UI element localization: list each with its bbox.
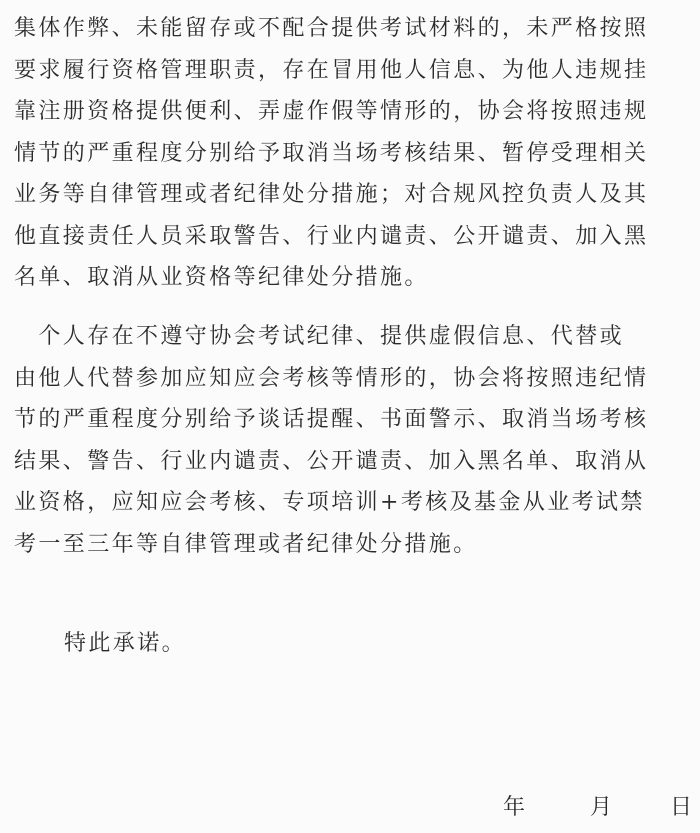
paragraph-1: [14, 8, 694, 299]
paragraph-2: [14, 316, 694, 565]
closing-statement: 特此承诺。: [64, 631, 187, 656]
paragraph-line: 业资格，应知应会考核、专项培训+考核及基金从业考试禁: [14, 490, 645, 515]
paragraph-line: 结果、警告、行业内谴责、公开谴责、加入黑名单、取消从: [14, 448, 649, 474]
paragraph-line: 由他人代替参加应知应会考核等情形的，协会将按照违纪情: [14, 365, 649, 391]
paragraph-line: 考一至三年等自律管理或者纪律处分措施。: [14, 531, 478, 557]
paragraph-line: 节的严重程度分别给予谈话提醒、书面警示、取消当场考核: [14, 407, 649, 432]
paragraph-line: 名单、取消从业资格等纪律处分措施。: [14, 265, 429, 290]
signature-date: [0, 788, 700, 828]
paragraph-line: 集体作弊、未能留存或不配合提供考试材料的，未严格按照: [14, 16, 649, 41]
date-year-label: 年: [503, 795, 526, 820]
paragraph-line: 要求履行资格管理职责，存在冒用他人信息、为他人违规挂: [14, 57, 649, 83]
paragraph-line: 业务等自律管理或者纪律处分措施；对合规风控负责人及其: [14, 182, 649, 207]
paragraph-line: 个人存在不遵守协会考试纪律、提供虚假信息、代替或: [14, 324, 625, 349]
paragraph-line: 靠注册资格提供便利、弄虚作假等情形的，协会将按照违规: [14, 99, 649, 124]
date-day-label: 日: [670, 795, 693, 820]
paragraph-line: 他直接责任人员采取警告、行业内谴责、公开谴责、加入黑: [14, 223, 649, 249]
date-month-label: 月: [590, 795, 613, 820]
paragraph-line: 情节的严重程度分别给予取消当场考核结果、暂停受理相关: [14, 140, 649, 166]
